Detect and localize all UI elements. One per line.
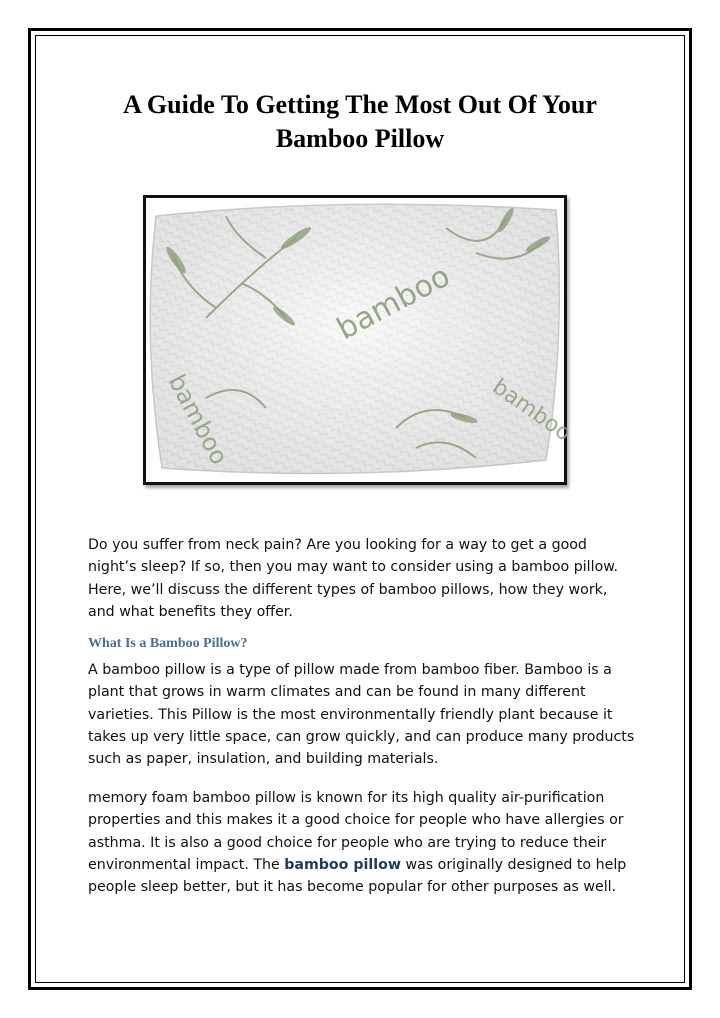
page-title <box>60 88 660 156</box>
benefits-paragraph <box>88 787 636 898</box>
title-line-1: A Guide To Getting The Most Out Of Your <box>123 90 597 119</box>
title-line-2: Bamboo Pillow <box>275 124 445 153</box>
pillow-word-2: bamboo <box>162 369 234 470</box>
benefits-text-end: was originally designed to help people sleep better, but it has become popular for other purposes as well. <box>88 856 627 896</box>
pillow-illustration <box>146 198 576 482</box>
pillow-image <box>143 195 576 485</box>
intro-paragraph: Do you suffer from neck pain? Are you looking for a way to get a good night’s sleep? If so, then you may want to consider using a bamboo pillow. Here, we’ll discuss the different types of bamboo pillows, how they work, and what benefits they offer. <box>88 537 619 620</box>
section-heading: What Is a Bamboo Pillow? <box>88 636 248 651</box>
bamboo-pillow-link[interactable]: bamboo pillow <box>284 856 401 873</box>
pillow-word-3: bamboo <box>487 374 576 447</box>
pillow-word-1: bamboo <box>331 258 456 348</box>
section-paragraph: A bamboo pillow is a type of pillow made from bamboo fiber. Bamboo is a plant that grows in warm climates and can be found in many different varieties. This Pillow is the most environmentally friendly plant because it takes up very little space, can grow quickly, and can produce many products such as paper, insulation, and building materials. <box>88 662 635 768</box>
benefits-text-start: memory foam bamboo pillow is known for its high quality air-purification properties and this makes it a good choice for people who have allergies or asthma. It is also a good choice for people who are trying to reduce their environmental impact. The <box>88 790 624 873</box>
